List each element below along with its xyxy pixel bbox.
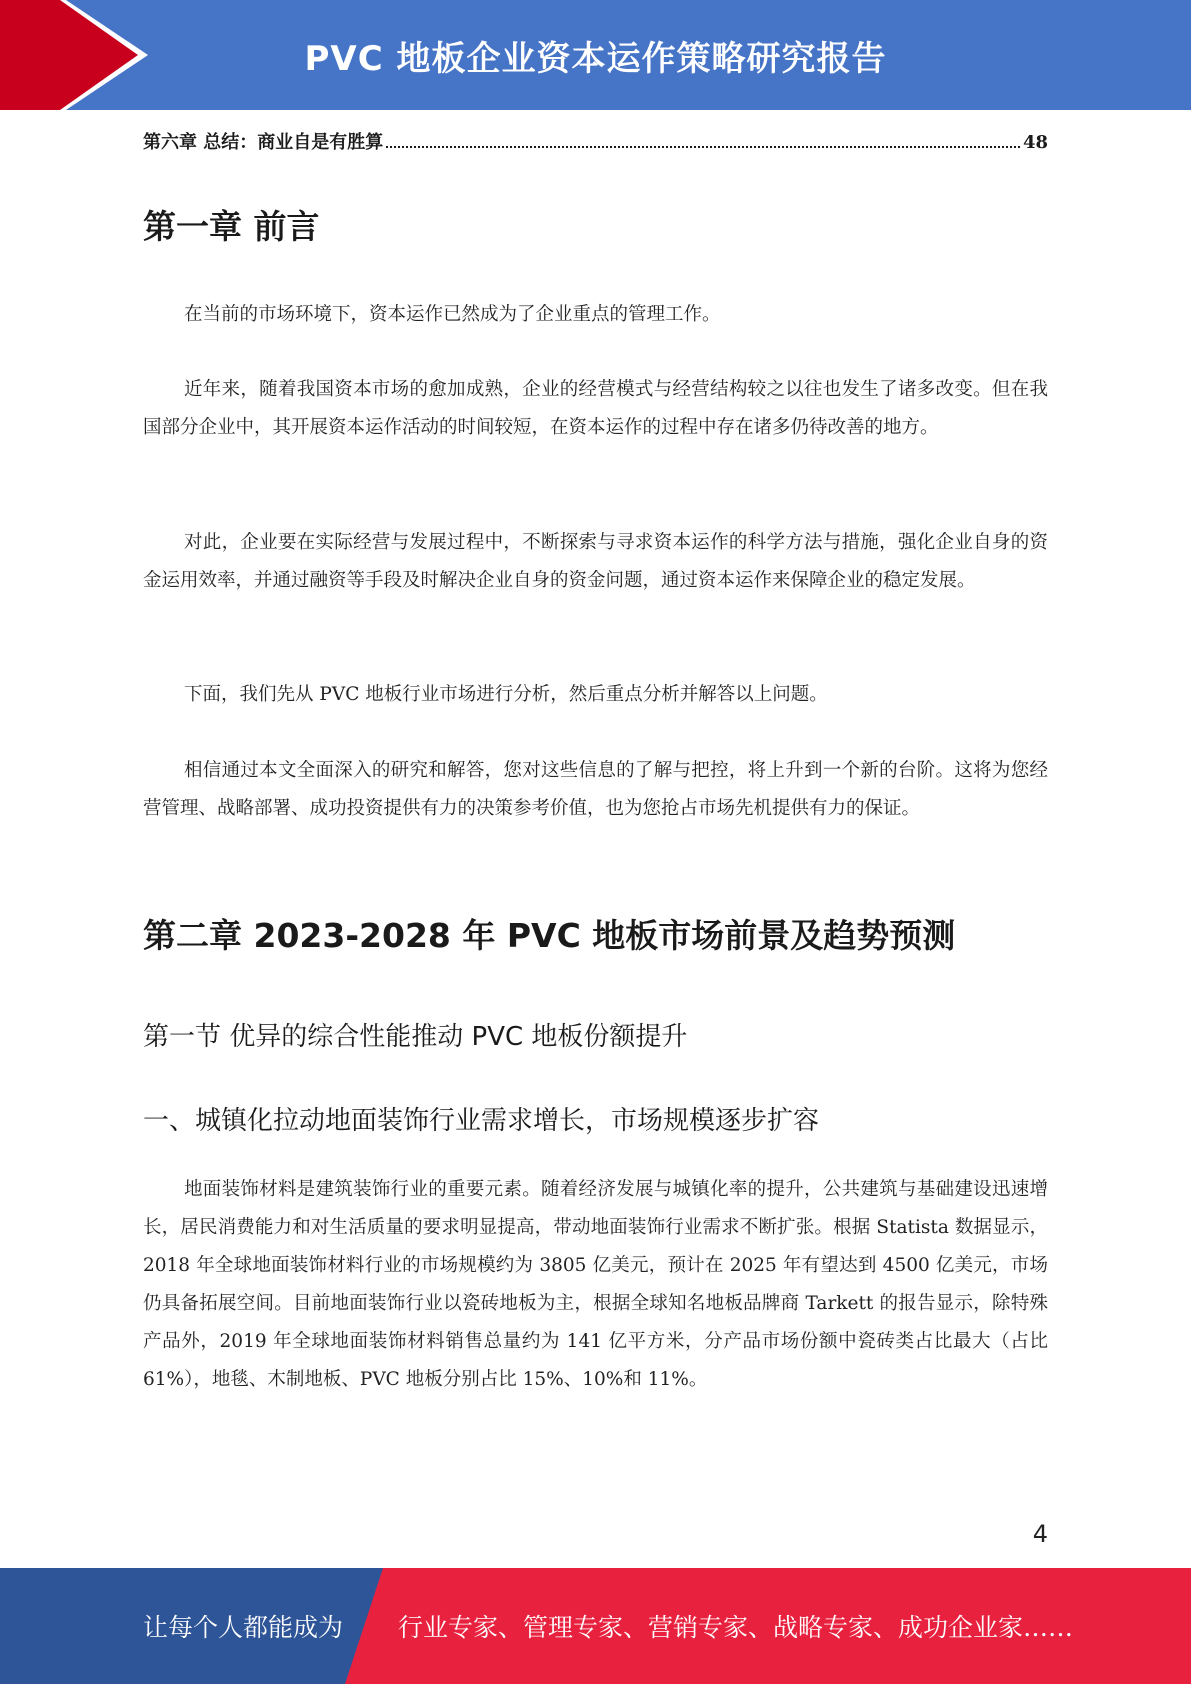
chapter-2-heading: 第二章 2023-2028 年 PVC 地板市场前景及趋势预测 xyxy=(143,916,956,955)
header-band xyxy=(0,0,1191,110)
chapter-1-paragraph: 对此，企业要在实际经营与发展过程中，不断探索与寻求资本运作的科学方法与措施，强化企业自身的资金运用效率，并通过融资等手段及时解决企业自身的资金问题，通过资本运作来保障企业的稳定发展。 xyxy=(143,532,1048,591)
section-1-heading: 第一节 优异的综合性能推动 PVC 地板份额提升 xyxy=(143,1022,688,1052)
toc-entry-page: 48 xyxy=(1022,132,1048,153)
page-number: 4 xyxy=(1032,1520,1048,1548)
footer-band xyxy=(0,1568,1191,1684)
report-title: PVC 地板企业资本运作策略研究报告 xyxy=(304,38,887,79)
chapter-1-heading: 第一章 前言 xyxy=(143,207,320,246)
chapter-1-paragraph: 近年来，随着我国资本市场的愈加成熟，企业的经营模式与经营结构较之以往也发生了诸多改变。但在我国部分企业中，其开展资本运作活动的时间较短，在资本运作的过程中存在诸多仍待改善的地方。 xyxy=(143,379,1048,438)
chapter-1-paragraph: 下面，我们先从 PVC 地板行业市场进行分析，然后重点分析并解答以上问题。 xyxy=(184,684,828,705)
footer-slogan-left: 让每个人都能成为 xyxy=(143,1613,344,1642)
footer-slogan-right: 行业专家、管理专家、营销专家、战略专家、成功企业家…… xyxy=(398,1613,1074,1642)
toc-entry-label: 第六章 总结：商业自是有胜算 xyxy=(143,132,384,153)
subsection-1-heading: 一、城镇化拉动地面装饰行业需求增长，市场规模逐步扩容 xyxy=(143,1106,820,1136)
toc-entry[interactable] xyxy=(143,128,1048,154)
chapter-1-paragraph: 在当前的市场环境下，资本运作已然成为了企业重点的管理工作。 xyxy=(184,304,721,325)
chapter-2-paragraph: 地面装饰材料是建筑装饰行业的重要元素。随着经济发展与城镇化率的提升，公共建筑与基础建设迅速增长，居民消费能力和对生活质量的要求明显提高，带动地面装饰行业需求不断扩张。根据 Statista 数据显示，2018 年全球地面装饰材料行业的市场规模约为 3805 亿美元，预计在 2025 年有望达到 4500 亿美元，市场仍具备拓展空间。目前地面装饰行业以瓷砖地板为主，根据全球知名地板品牌商 Tarkett 的报告显示，除特殊产品外，2019 年全球地面装饰材料销售总量约为 141 亿平方米，分产品市场份额中瓷砖类占比最大（占比 61%），地毯、木制地板、PVC 地板分别占比 15%、10%和 11%。 xyxy=(143,1179,1048,1390)
chapter-1-paragraph: 相信通过本文全面深入的研究和解答，您对这些信息的了解与把控，将上升到一个新的台阶。这将为您经营管理、战略部署、成功投资提供有力的决策参考价值，也为您抢占市场先机提供有力的保证。 xyxy=(143,760,1048,819)
toc-dot-leader xyxy=(386,146,1020,148)
